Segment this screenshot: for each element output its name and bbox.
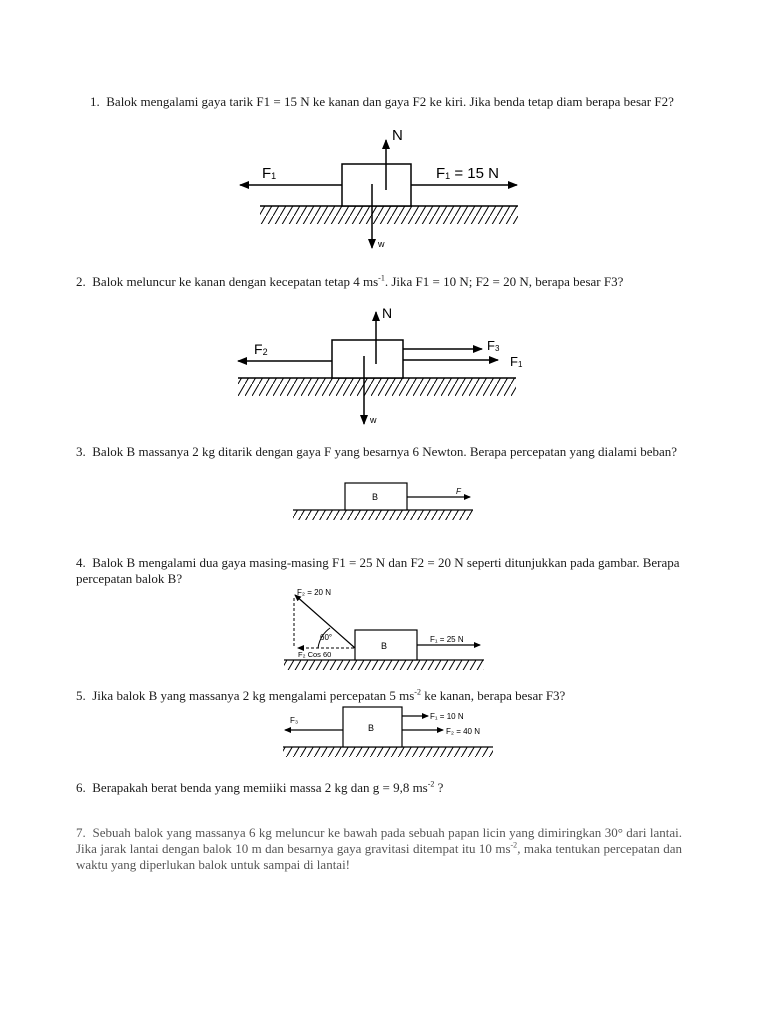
ground-hatch bbox=[260, 206, 518, 224]
question-number: 1. bbox=[90, 94, 100, 109]
superscript: -2 bbox=[510, 840, 518, 850]
ground-hatch bbox=[283, 747, 493, 757]
block-label: B bbox=[381, 641, 388, 651]
question-number: 4. bbox=[76, 555, 86, 570]
question-number: 7. bbox=[76, 825, 86, 840]
f1-label: F1 bbox=[510, 354, 523, 369]
ground-hatch bbox=[293, 510, 473, 520]
left-force-label: F1 bbox=[262, 165, 277, 182]
question-text: Balok B massanya 2 kg ditarik dengan gaya F yang besarnya 6 Newton. Berapa percepatan yang dialami beban? bbox=[92, 444, 678, 459]
figure-2 bbox=[238, 305, 523, 425]
ground-hatch bbox=[284, 660, 484, 670]
question-text-cont: ke kanan, berapa besar F3? bbox=[420, 688, 566, 703]
angle-label: 60° bbox=[320, 633, 333, 642]
f2-label: F₂ = 40 N bbox=[446, 727, 481, 736]
figure-1 bbox=[240, 127, 518, 249]
f3-label: F₃ bbox=[290, 716, 299, 725]
question-text-cont: . Jika F1 = 10 N; F2 = 20 N, berapa besar F3? bbox=[384, 274, 624, 289]
force-label: F bbox=[456, 487, 461, 496]
block bbox=[342, 164, 411, 206]
question-text: Berapakah berat benda yang memiiki massa 2 kg dan g = 9,8 ms bbox=[92, 780, 428, 795]
normal-label: N bbox=[392, 127, 403, 144]
question-number: 6. bbox=[76, 780, 86, 795]
question-number: 2. bbox=[76, 274, 86, 289]
f1-label: F₁ = 10 N bbox=[430, 712, 464, 721]
question-text: Balok B mengalami dua gaya masing-masing F1 = 25 N dan F2 = 20 N seperti ditunjukkan pada gambar. Berapa percepatan balok B? bbox=[76, 555, 680, 586]
question-text-cont: , maka tentukan percepatan dan waktu yang diperlukan balok untuk sampai di lantai! bbox=[76, 841, 682, 872]
weight-label: w bbox=[370, 415, 377, 425]
question-text: Balok mengalami gaya tarik F1 = 15 N ke kanan dan gaya F2 ke kiri. Jika benda tetap diam berapa besar F2? bbox=[106, 94, 674, 109]
f2-label: F2 bbox=[254, 341, 268, 357]
question-text: Balok meluncur ke kanan dengan kecepatan tetap 4 ms bbox=[92, 274, 379, 289]
figure-3 bbox=[293, 483, 473, 520]
figure-5 bbox=[283, 707, 493, 757]
superscript: -2 bbox=[414, 687, 421, 697]
block bbox=[332, 340, 403, 378]
question-text: Jika balok B yang massanya 2 kg mengalami percepatan 5 ms bbox=[92, 688, 415, 703]
normal-label: N bbox=[382, 305, 393, 321]
question-number: 3. bbox=[76, 444, 86, 459]
block-label: B bbox=[372, 492, 379, 502]
superscript: -1 bbox=[378, 273, 385, 283]
question-number: 5. bbox=[76, 688, 86, 703]
ground-hatch bbox=[238, 378, 516, 396]
superscript: -2 bbox=[427, 779, 435, 789]
right-force-label: F1 = 15 N bbox=[436, 165, 499, 182]
f2-label: F₂ = 20 N bbox=[297, 588, 332, 597]
block-label: B bbox=[368, 723, 375, 733]
weight-label: w bbox=[378, 239, 385, 249]
component-label: F₂ Cos 60 bbox=[298, 650, 332, 659]
question-text: Sebuah balok yang massanya 6 kg meluncur ke bawah pada sebuah papan licin yang dimiringkan 30° dari lantai. Jika jarak lantai dengan balok 10 m dan besarnya gaya gravitasi ditempat itu 10 ms bbox=[76, 825, 683, 856]
question-text-cont: ? bbox=[434, 780, 444, 795]
f1-label: F₁ = 25 N bbox=[430, 635, 464, 644]
f3-label: F3 bbox=[487, 338, 500, 353]
figure-4 bbox=[284, 588, 484, 670]
